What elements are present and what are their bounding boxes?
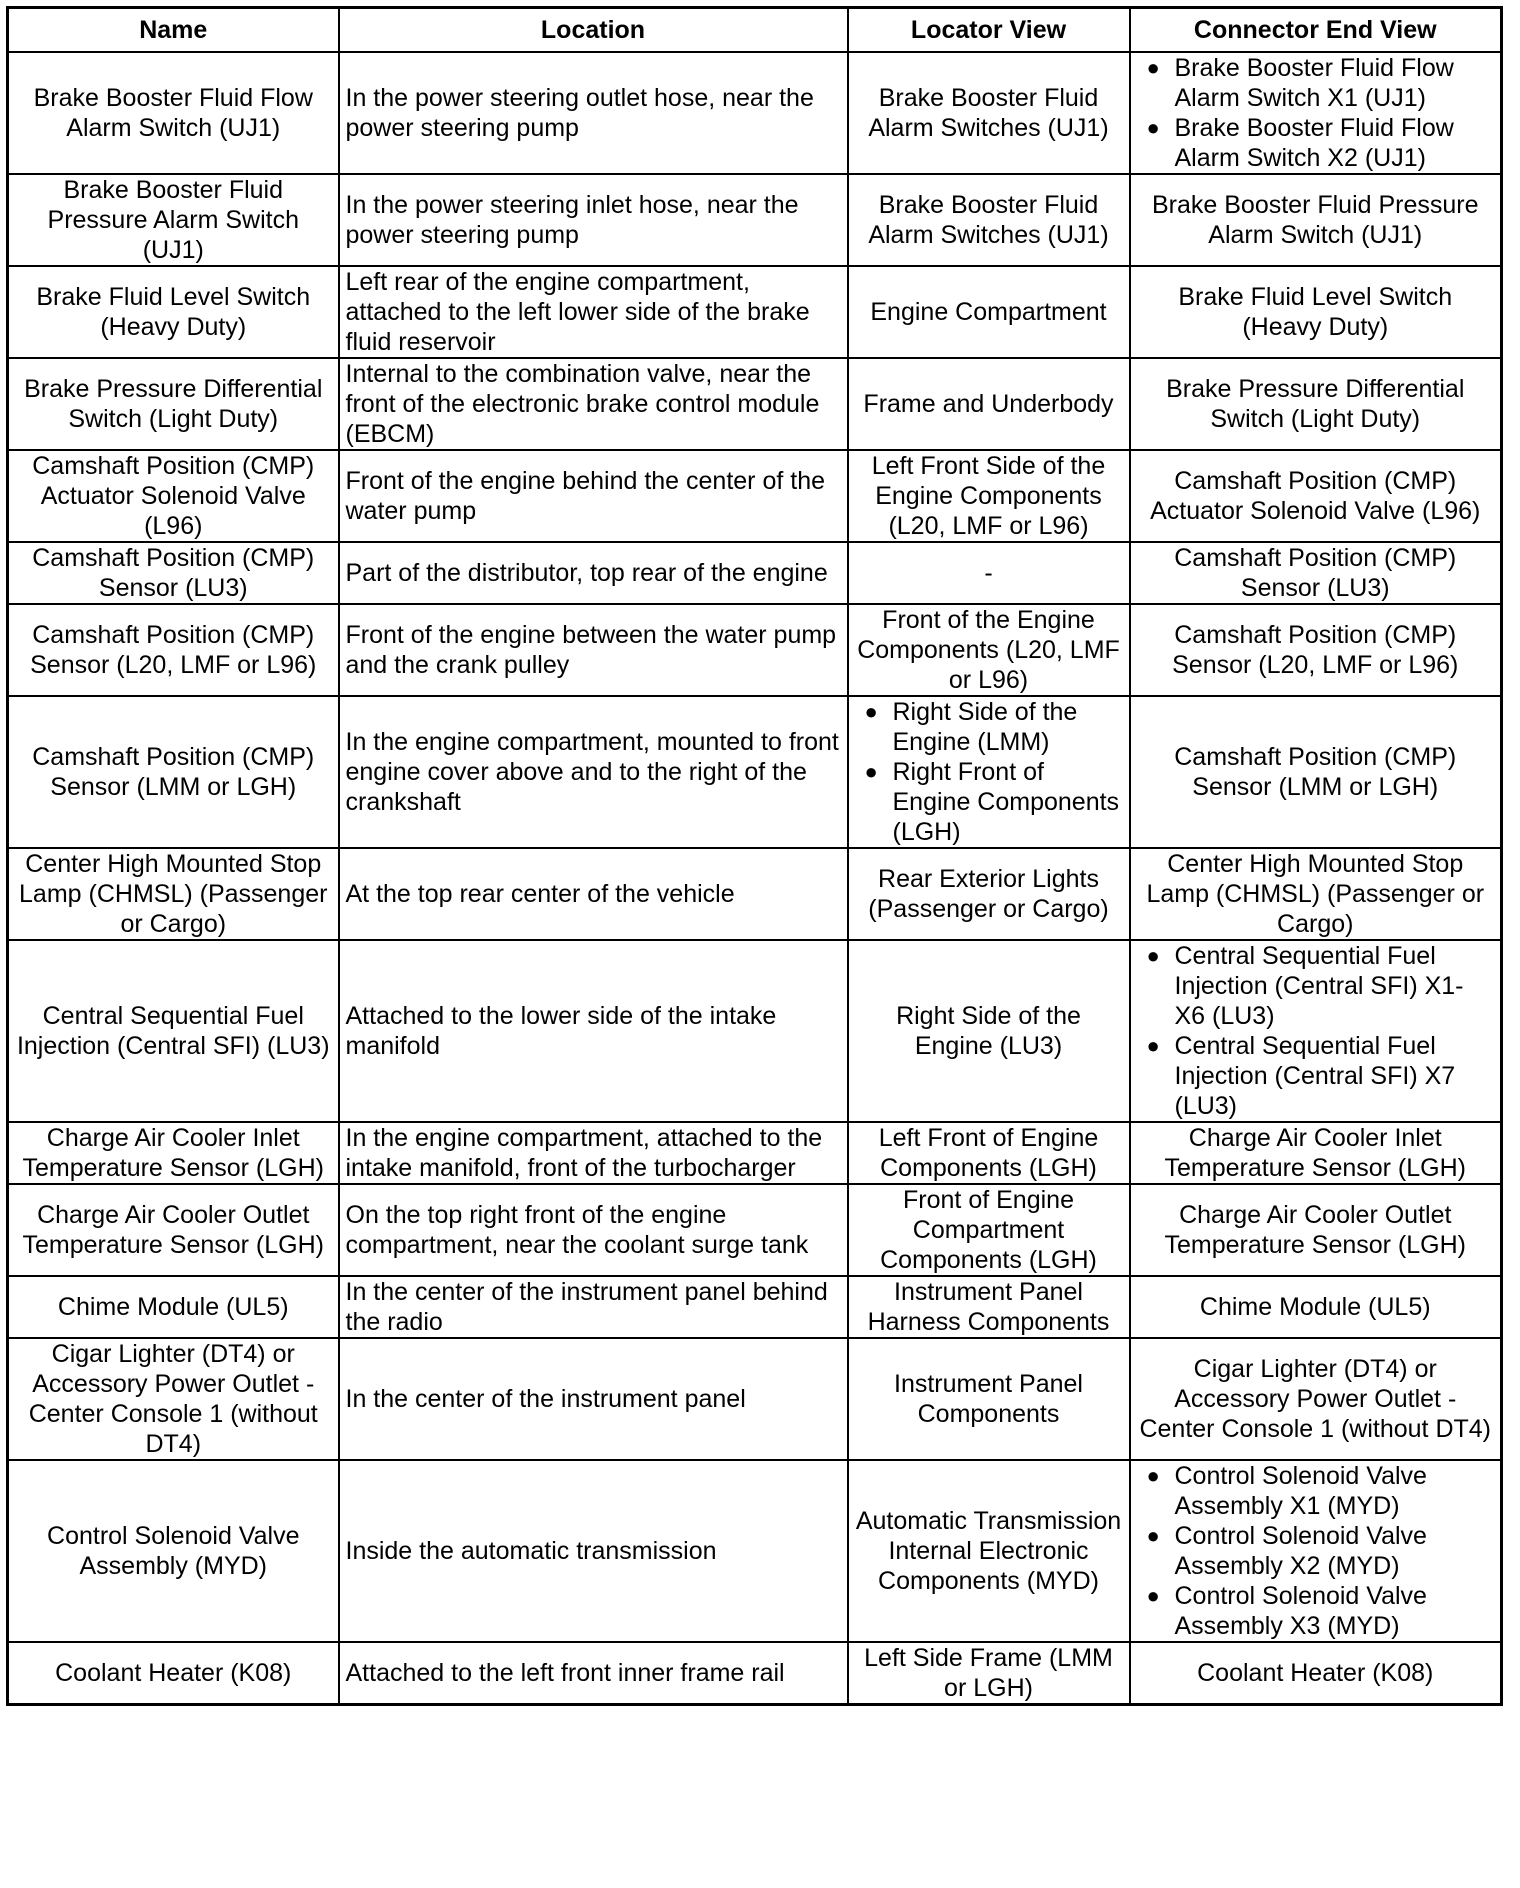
header-row (8, 8, 1502, 53)
locator-view: Rear Exterior Lights (Passenger or Cargo) (848, 848, 1130, 940)
connector-end-view: Cigar Lighter (DT4) or Accessory Power Outlet - Center Console 1 (without DT4) (1130, 1338, 1502, 1460)
locator-view: Engine Compartment (848, 266, 1130, 358)
component-name: Control Solenoid Valve Assembly (MYD) (8, 1460, 339, 1642)
component-name: Charge Air Cooler Inlet Temperature Sensor (LGH) (8, 1122, 339, 1184)
connector-end-view: Brake Fluid Level Switch (Heavy Duty) (1130, 266, 1502, 358)
locator-view (848, 696, 1130, 848)
component-locator-table (6, 6, 1503, 1706)
component-name: Camshaft Position (CMP) Sensor (LU3) (8, 542, 339, 604)
component-location: Left rear of the engine compartment, attached to the left lower side of the brake fluid reservoir (339, 266, 848, 358)
locator-view: Left Side Frame (LMM or LGH) (848, 1642, 1130, 1705)
component-location: Internal to the combination valve, near the front of the electronic brake control module (EBCM) (339, 358, 848, 450)
locator-view: Instrument Panel Harness Components (848, 1276, 1130, 1338)
table-row (8, 450, 1502, 542)
locator-view: Right Side of the Engine (LU3) (848, 940, 1130, 1122)
component-location: Part of the distributor, top rear of the engine (339, 542, 848, 604)
bullet-item: ● Control Solenoid Valve Assembly X1 (MYD) (1137, 1461, 1495, 1521)
connector-end-view: Chime Module (UL5) (1130, 1276, 1502, 1338)
connector-bullet-list (1137, 941, 1495, 1121)
table-row (8, 174, 1502, 266)
locator-view: Instrument Panel Components (848, 1338, 1130, 1460)
connector-end-view: Coolant Heater (K08) (1130, 1642, 1502, 1705)
component-name: Cigar Lighter (DT4) or Accessory Power Outlet - Center Console 1 (without DT4) (8, 1338, 339, 1460)
component-name: Charge Air Cooler Outlet Temperature Sensor (LGH) (8, 1184, 339, 1276)
header-locator-view: Locator View (848, 8, 1130, 53)
locator-view: Front of the Engine Components (L20, LMF or L96) (848, 604, 1130, 696)
locator-view: - (848, 542, 1130, 604)
header-location: Location (339, 8, 848, 53)
connector-end-view: Brake Booster Fluid Pressure Alarm Switch (UJ1) (1130, 174, 1502, 266)
locator-view: Automatic Transmission Internal Electronic Components (MYD) (848, 1460, 1130, 1642)
bullet-item: ● Right Side of the Engine (LMM) (855, 697, 1123, 757)
connector-end-view (1130, 52, 1502, 174)
locator-view: Left Front of Engine Components (LGH) (848, 1122, 1130, 1184)
table-row (8, 52, 1502, 174)
component-location: In the power steering outlet hose, near the power steering pump (339, 52, 848, 174)
table-row (8, 542, 1502, 604)
component-location: Front of the engine behind the center of the water pump (339, 450, 848, 542)
component-name: Coolant Heater (K08) (8, 1642, 339, 1705)
bullet-item: ● Central Sequential Fuel Injection (Central SFI) X1-X6 (LU3) (1137, 941, 1495, 1031)
table-row (8, 940, 1502, 1122)
component-location: In the engine compartment, mounted to front engine cover above and to the right of the crankshaft (339, 696, 848, 848)
connector-end-view: Charge Air Cooler Outlet Temperature Sensor (LGH) (1130, 1184, 1502, 1276)
locator-view: Brake Booster Fluid Alarm Switches (UJ1) (848, 174, 1130, 266)
table-row (8, 1122, 1502, 1184)
bullet-item: ● Right Front of Engine Components (LGH) (855, 757, 1123, 847)
bullet-item: ● Brake Booster Fluid Flow Alarm Switch X2 (UJ1) (1137, 113, 1495, 173)
component-location: In the center of the instrument panel (339, 1338, 848, 1460)
component-name: Brake Booster Fluid Flow Alarm Switch (UJ1) (8, 52, 339, 174)
component-location: Front of the engine between the water pump and the crank pulley (339, 604, 848, 696)
bullet-item: ● Control Solenoid Valve Assembly X3 (MYD) (1137, 1581, 1495, 1641)
component-name: Camshaft Position (CMP) Sensor (LMM or LGH) (8, 696, 339, 848)
connector-end-view: Charge Air Cooler Inlet Temperature Sensor (LGH) (1130, 1122, 1502, 1184)
locator-view: Frame and Underbody (848, 358, 1130, 450)
locator-view: Front of Engine Compartment Components (LGH) (848, 1184, 1130, 1276)
table-row (8, 1184, 1502, 1276)
component-location: In the engine compartment, attached to the intake manifold, front of the turbocharger (339, 1122, 848, 1184)
connector-end-view: Camshaft Position (CMP) Sensor (LMM or LGH) (1130, 696, 1502, 848)
table-row (8, 266, 1502, 358)
connector-bullet-list (1137, 53, 1495, 173)
bullet-item: ● Brake Booster Fluid Flow Alarm Switch X1 (UJ1) (1137, 53, 1495, 113)
connector-end-view: Camshaft Position (CMP) Actuator Solenoid Valve (L96) (1130, 450, 1502, 542)
locator-bullet-list (855, 697, 1123, 847)
connector-end-view (1130, 1460, 1502, 1642)
locator-view: Left Front Side of the Engine Components (L20, LMF or L96) (848, 450, 1130, 542)
component-name: Camshaft Position (CMP) Actuator Solenoid Valve (L96) (8, 450, 339, 542)
component-location: Attached to the lower side of the intake manifold (339, 940, 848, 1122)
header-name: Name (8, 8, 339, 53)
table-row (8, 848, 1502, 940)
header-connector-end-view: Connector End View (1130, 8, 1502, 53)
component-location: On the top right front of the engine compartment, near the coolant surge tank (339, 1184, 848, 1276)
component-name: Camshaft Position (CMP) Sensor (L20, LMF or L96) (8, 604, 339, 696)
component-location: Attached to the left front inner frame rail (339, 1642, 848, 1705)
table-row (8, 1338, 1502, 1460)
table-row (8, 696, 1502, 848)
component-name: Central Sequential Fuel Injection (Central SFI) (LU3) (8, 940, 339, 1122)
connector-bullet-list (1137, 1461, 1495, 1641)
table-row (8, 1642, 1502, 1705)
connector-end-view (1130, 940, 1502, 1122)
connector-end-view: Brake Pressure Differential Switch (Light Duty) (1130, 358, 1502, 450)
table-row (8, 1276, 1502, 1338)
table-row (8, 1460, 1502, 1642)
component-name: Center High Mounted Stop Lamp (CHMSL) (Passenger or Cargo) (8, 848, 339, 940)
bullet-item: ● Control Solenoid Valve Assembly X2 (MYD) (1137, 1521, 1495, 1581)
bullet-item: ● Central Sequential Fuel Injection (Central SFI) X7 (LU3) (1137, 1031, 1495, 1121)
component-location: At the top rear center of the vehicle (339, 848, 848, 940)
component-location: Inside the automatic transmission (339, 1460, 848, 1642)
component-name: Brake Fluid Level Switch (Heavy Duty) (8, 266, 339, 358)
connector-end-view: Camshaft Position (CMP) Sensor (L20, LMF or L96) (1130, 604, 1502, 696)
connector-end-view: Center High Mounted Stop Lamp (CHMSL) (Passenger or Cargo) (1130, 848, 1502, 940)
component-location: In the center of the instrument panel behind the radio (339, 1276, 848, 1338)
component-location: In the power steering inlet hose, near the power steering pump (339, 174, 848, 266)
table-row (8, 604, 1502, 696)
component-name: Brake Booster Fluid Pressure Alarm Switch (UJ1) (8, 174, 339, 266)
table-row (8, 358, 1502, 450)
component-name: Chime Module (UL5) (8, 1276, 339, 1338)
locator-view: Brake Booster Fluid Alarm Switches (UJ1) (848, 52, 1130, 174)
component-name: Brake Pressure Differential Switch (Light Duty) (8, 358, 339, 450)
connector-end-view: Camshaft Position (CMP) Sensor (LU3) (1130, 542, 1502, 604)
